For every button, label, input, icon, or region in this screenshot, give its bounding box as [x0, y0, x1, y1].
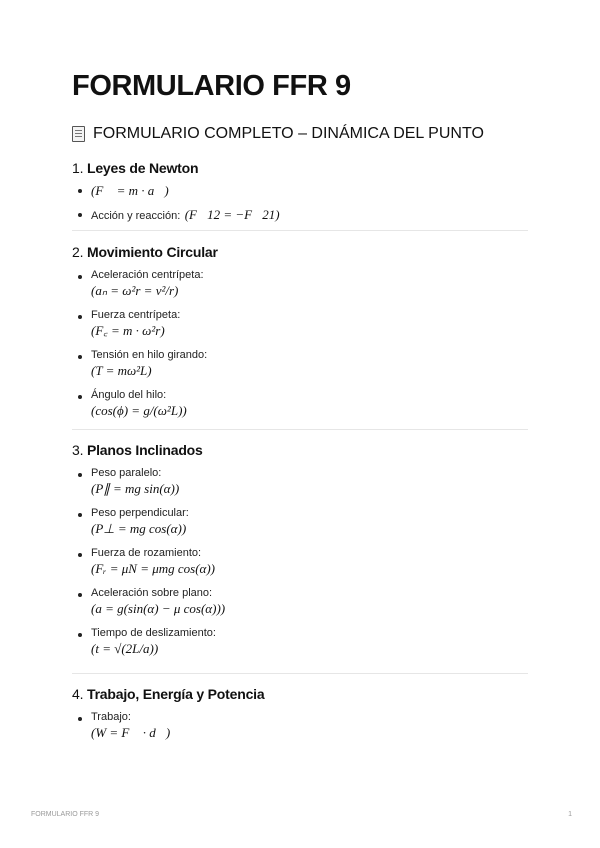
formula: (P⊥ = mg cos(α)) — [91, 521, 187, 536]
page-title: FORMULARIO FFR 9 — [72, 70, 351, 102]
formula: (T = mω²L) — [91, 363, 152, 378]
divider — [72, 230, 528, 231]
list-item — [72, 626, 528, 658]
formula: (aₙ = ω²r = v²/r) — [91, 283, 179, 298]
formula: (a = g(sin(α) − μ cos(α))) — [91, 601, 226, 616]
formula-label: Tensión en hilo girando: — [91, 349, 208, 361]
formula-list — [72, 182, 528, 224]
list-item — [72, 182, 528, 206]
section-number: 2. — [72, 244, 84, 260]
formula: (W = F⃗ · d⃗) — [91, 725, 171, 740]
subtitle — [72, 125, 484, 143]
section-circular — [72, 244, 528, 420]
formula-label: Aceleración centrípeta: — [91, 269, 204, 281]
section-title: Movimiento Circular — [86, 244, 218, 260]
section-title: Leyes de Newton — [86, 160, 199, 176]
formula-label: Ángulo del hilo: — [91, 389, 167, 401]
subtitle-text: FORMULARIO COMPLETO – DINÁMICA DEL PUNTO — [93, 125, 484, 142]
list-item — [72, 348, 528, 388]
formula-label: Trabajo: — [91, 711, 131, 723]
list-item — [72, 710, 528, 742]
formula-label: Aceleración sobre plano: — [91, 587, 213, 599]
formula-list — [72, 268, 528, 420]
divider — [72, 429, 528, 430]
footer-title: FORMULARIO FFR 9 — [31, 811, 100, 818]
section-heading — [72, 244, 528, 260]
list-item — [72, 308, 528, 348]
section-number: 4. — [72, 686, 84, 702]
formula: (F꜀ = m · ω²r) — [91, 323, 165, 338]
formula: (F⃗ = m · a⃗) — [91, 183, 169, 198]
list-item — [72, 506, 528, 546]
formula-list — [72, 710, 528, 742]
section-inclined-planes — [72, 442, 528, 658]
page-footer — [31, 811, 572, 818]
section-heading — [72, 442, 528, 458]
formula-label: Peso perpendicular: — [91, 507, 189, 519]
section-newton — [72, 160, 528, 224]
section-number: 3. — [72, 442, 84, 458]
formula-label: Acción y reacción: — [91, 210, 181, 222]
section-heading — [72, 160, 528, 176]
formula: (Fᵣ = μN = μmg cos(α)) — [91, 561, 216, 576]
section-work-energy — [72, 686, 528, 742]
page-number: 1 — [568, 811, 572, 818]
list-item — [72, 466, 528, 506]
divider — [72, 673, 528, 674]
formula: (F⃗12 = −F⃗21) — [184, 207, 280, 222]
formula-list — [72, 466, 528, 658]
section-title: Trabajo, Energía y Potencia — [86, 686, 265, 702]
formula: (t = √(2L/a)) — [91, 641, 159, 656]
section-heading — [72, 686, 528, 702]
list-item — [72, 388, 528, 420]
formula-label: Fuerza de rozamiento: — [91, 547, 202, 559]
formula: (cos(ϕ) = g/(ω²L)) — [91, 403, 187, 418]
formula: (P∥ = mg sin(α)) — [91, 481, 180, 496]
section-number: 1. — [72, 160, 84, 176]
formula-label: Peso paralelo: — [91, 467, 162, 479]
list-item — [72, 586, 528, 626]
list-item — [72, 268, 528, 308]
formula-label: Fuerza centrípeta: — [91, 309, 181, 321]
notepad-icon — [72, 126, 85, 142]
section-title: Planos Inclinados — [86, 442, 203, 458]
formula-label: Tiempo de deslizamiento: — [91, 627, 216, 639]
list-item — [72, 206, 528, 224]
list-item — [72, 546, 528, 586]
